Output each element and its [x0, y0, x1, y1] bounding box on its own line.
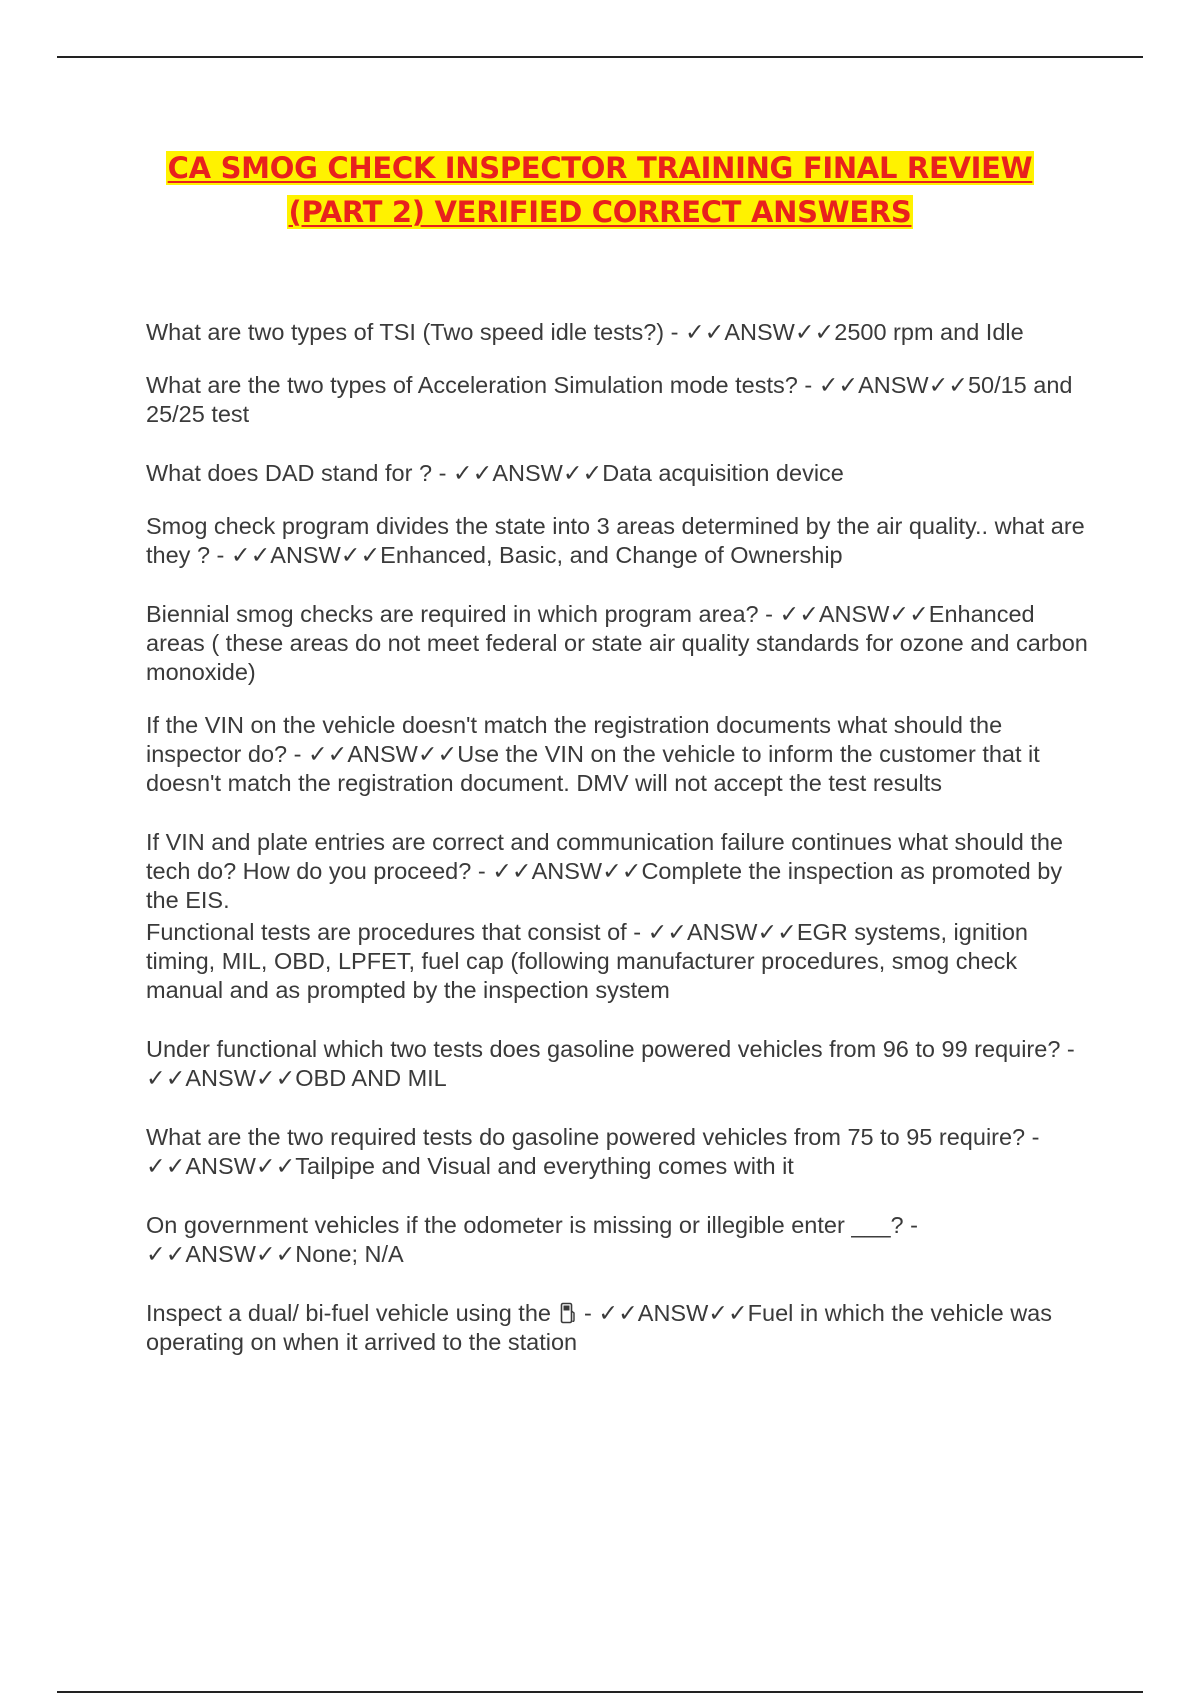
- qa-item: Smog check program divides the state into 3 areas determined by the air quality.. what are they ? - ✓✓ANSW✓✓Enhanced, Basic, and Change of Ownership: [146, 513, 1085, 568]
- qa-last-before-icon: Inspect a dual/ bi-fuel vehicle using the: [146, 1300, 551, 1326]
- fuel-pump-icon: [560, 1302, 576, 1324]
- qa-item-last: [146, 1299, 1091, 1357]
- qa-item: Biennial smog checks are required in which program area? - ✓✓ANSW✓✓Enhanced areas ( these areas do not meet federal or state air quality standards for ozone and carbon monoxide): [146, 601, 1088, 685]
- qa-item: If the VIN on the vehicle doesn't match the registration documents what should the inspector do? - ✓✓ANSW✓✓Use the VIN on the vehicle to inform the customer that it doesn't match the registration document. DMV will not accept the test results: [146, 712, 1040, 796]
- title-line-2: (PART 2) VERIFIED CORRECT ANSWERS: [288, 195, 912, 229]
- qa-item: What are two types of TSI (Two speed idle tests?) - ✓✓ANSW✓✓2500 rpm and Idle: [146, 319, 1024, 345]
- qa-item: What are the two types of Acceleration Simulation mode tests? - ✓✓ANSW✓✓50/15 and 25/25 test: [146, 372, 1073, 427]
- qa-last-after-icon: - ✓✓ANSW✓✓Fuel in which the vehicle was operating on when it arrived to the station: [146, 1300, 1053, 1355]
- qa-item: If VIN and plate entries are correct and communication failure continues what should the tech do? How do you proceed? - ✓✓ANSW✓✓Complete the inspection as promoted by the EIS.: [146, 829, 1064, 913]
- top-rule: [57, 56, 1143, 58]
- qa-item: Under functional which two tests does gasoline powered vehicles from 96 to 99 require? - ✓✓ANSW✓✓OBD AND MIL: [146, 1036, 1075, 1091]
- qa-item: Functional tests are procedures that consist of - ✓✓ANSW✓✓EGR systems, ignition timing, MIL, OBD, LPFET, fuel cap (following manufacturer procedures, smog check manual and as prompted by the inspection system: [146, 919, 1028, 1003]
- bottom-rule: [57, 1691, 1143, 1693]
- page-title: [100, 146, 1100, 234]
- qa-item: What are the two required tests do gasoline powered vehicles from 75 to 95 require? - ✓✓ANSW✓✓Tailpipe and Visual and everything comes with it: [146, 1124, 1040, 1179]
- title-line-1: CA SMOG CHECK INSPECTOR TRAINING FINAL REVIEW: [167, 151, 1033, 185]
- qa-list: [146, 318, 1091, 1357]
- qa-item: On government vehicles if the odometer is missing or illegible enter ___? - ✓✓ANSW✓✓None; N/A: [146, 1212, 918, 1267]
- qa-item: What does DAD stand for ? - ✓✓ANSW✓✓Data acquisition device: [146, 460, 844, 486]
